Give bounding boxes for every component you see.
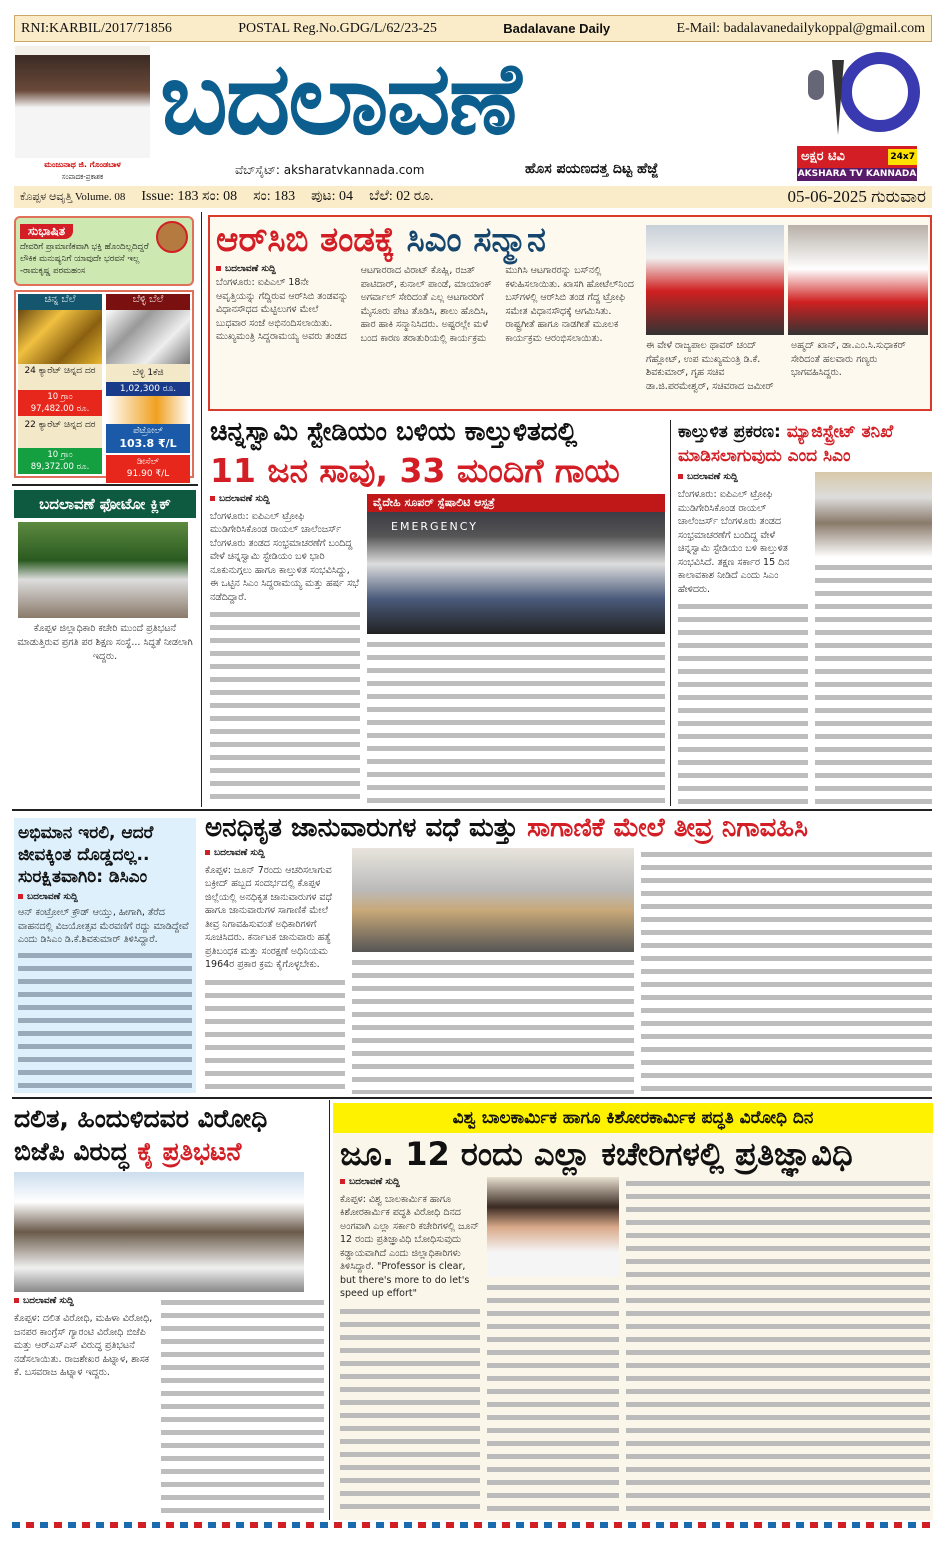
subhashita-title: ಸುಭಾಷಿತ [20,224,73,239]
subhashita-text: ದೇವರಿಗೆ ಪ್ರಾಮಾಣಿಕವಾಗಿ ಭಕ್ತಿ ಹೊಂದಿಲ್ಲದಿದ್ದರೆ ಲೌಕಿಕ ಮನುಷ್ಯನಿಗೆ ಯಾವುದೇ ಭರವಸೆ ಇಲ್ಲ -ರಾಮಕೃಷ್ಣ ಪರಮಹಂಸ [20,242,149,276]
rcb-photo-caption: ಈ ವೇಳೆ ರಾಜ್ಯಪಾಲ ಥಾವರ್ ಚಂದ್ ಗೆಹ್ಲೋಟ್, ಉಪ ಮುಖ್ಯಮಂತ್ರಿ ಡಿ.ಕೆ. ಶಿವಕುಮಾರ್, ಗೃಹ ಸಚಿವ ಡಾ.ಜಿ.ಪರಮೇಶ್ವರ್, ಸಚಿವರಾದ ಜಮೀರ್ ಅಹ್ಮದ್ ಖಾನ್, ಡಾ.ಎಂ.ಸಿ.ಸುಧಾಕರ್ ಸೇರಿದಂತೆ ಹಲವಾರು ಗಣ್ಯರು ಭಾಗವಹಿಸಿದ್ದರು. [646,340,906,392]
magistrate-body-columns [815,561,932,806]
animals-headline: ಅನಧಿಕೃತ ಜಾನುವಾರುಗಳ ವಧೆ ಮತ್ತು ಸಾಗಾಣಿಕೆ ಮೇಲೆ ತೀವ್ರ ನಿಗಾವಹಿಸಿ [205,813,808,843]
gold24-label: 24 ಕ್ಯಾರೆಟ್ ಚಿನ್ನದ ದರ [18,364,102,390]
email: E-Mail: badalavanedailykoppal@gmail.com [676,20,925,36]
childlabour-body-right [626,1177,930,1516]
dcm-body: ಆನ್ ಕಂಟ್ರೋಲ್ ಕ್ರೌಡ್ ಆಯ್ತು, ಹೀಗಾಗಿ, ತೆರೆದ ವಾಹನದಲ್ಲಿ ವಿಜಯೋತ್ಸವ ಮೆರವಣಿಗೆ ರದ್ದು ಮಾಡಿದ್ದೇವೆ ಎಂದು ಡಿಸಿಎಂ ಡಿ.ಕೆ.ಶಿವಕುಮಾರ್ ತಿಳಿಸಿದ್ದಾರೆ. [18,907,189,945]
byline: ಬದಲಾವಣೆ ಸುದ್ದಿ [678,472,808,482]
prices-box [14,290,194,478]
childlabour-body-continued [340,1305,480,1516]
bjp-body: ಕೊಪ್ಪಳ: ದಲಿತ ವಿರೋಧಿ, ಮಹಿಳಾ ವಿರೋಧಿ, ಜನಪರ ಕಾಂಗ್ರೆಸ್ ಗ್ಯಾರಂಟಿ ವಿರೋಧಿ ಬಿಜೆಪಿ ಮತ್ತು ಆರ್‌ಎಸ್‌ಎಸ್ ವಿರುದ್ಧ ಪ್ರತಿಭಟನೆ ನಡೆಸಲಾಯಿತು. ರಾಜಶೇಖರ ಹಿಟ್ನಾಳ, ಶಾಸಕ ಕೆ. ಬಸವರಾಜ ಹಿಟ್ನಾಳ ಇದ್ದರು. [14,1313,153,1378]
byline: ಬದಲಾವಣೆ ಸುದ್ದಿ [205,848,345,858]
hospital-sign: ವೈದೇಹಿ ಸೂಪರ್ ಸ್ಪೆಷಾಲಿಟಿ ಆಸ್ಪತ್ರೆ [367,494,665,512]
tagline: ಹೊಸ ಪಯಣದತ್ತ ದಿಟ್ಟ ಹೆಜ್ಜೆ [525,161,659,177]
gold-image [18,310,102,364]
silver-value: 1,02,300 ರೂ. [106,382,190,396]
pages: ಪುಟ: 04 [311,189,354,204]
rcb-headline-blue: ಸಿಎಂ ಸನ್ಮಾನ [406,220,546,260]
magistrate-story [678,420,932,806]
animals-story [205,814,932,1094]
photo-click-title: ಬದಲಾವಣೆ ಫೋಟೋ ಕ್ಲಿಕ್ [14,490,196,518]
tv-english-name: AKSHARA TV KANNADA [797,169,917,179]
animals-body-continued [205,976,345,1094]
stampede-body-columns [367,638,665,806]
magistrate-body-continued [678,600,808,806]
subhashita-box [14,216,194,286]
byline: ಬದಲಾವಣೆ ಸುದ್ದಿ [14,1296,154,1306]
dcm-headline: ಅಭಿಮಾನ ಇರಲಿ, ಆದರೆ ಜೀವಕ್ಕಿಂತ ದೊಡ್ಡದಲ್ಲ.. ಸುರಕ್ಷಿತವಾಗಿರಿ: ಡಿಸಿಎಂ [18,823,154,887]
diesel-value: 91.90 ₹/L [126,469,170,479]
edition: ಕೊಪ್ಪಳ ಆವೃತ್ತಿ Volume. 08 [20,190,126,203]
stampede-story [210,418,665,806]
childlabour-headline: ಜೂ. 12 ರಂದು ಎಲ್ಲಾ ಕಚೇರಿಗಳಲ್ಲಿ ಪ್ರತಿಜ್ಞಾವಿಧಿ [340,1135,853,1173]
silver-label: ಬೆಳ್ಳಿ 1ಕೆಜಿ [106,364,190,382]
issue-info-bar [14,186,932,208]
photo-click-caption: ಕೊಪ್ಪಳ ಜಿಲ್ಲಾಧಿಕಾರಿ ಕಚೇರಿ ಮುಂದೆ ಪ್ರತಿಭಟನೆ ಮಾಡುತ್ತಿರುವ ಪ್ರಗತಿ ಪರ ಶಿಕ್ಷಣ ಸಂಸ್ಥೆ... ಸಿದ್ಧತೆ ನೀಡಲಾಗಿ ಇದ್ದರು. [17,623,193,662]
stampede-headline-1: ಚಿನ್ನಸ್ವಾಮಿ ಸ್ಟೇಡಿಯಂ ಬಳಿಯ ಕಾಲ್ತುಳಿತದಲ್ಲಿ [210,417,578,447]
rcb-story [208,215,932,411]
tv-name: ಅಕ್ಷರ ಟಿವಿ 24x7 [797,146,917,168]
petrol-value: 103.8 ₹/L [119,437,177,450]
diesel-label: ಡೀಸೆಲ್ [136,457,160,467]
date: 05-06-2025 ಗುರುವಾರ [787,187,926,206]
bjp-headline: ದಲಿತ, ಹಿಂದುಳಿದವರ ವಿರೋಧಿ ಬಿಜೆಪಿ ವಿರುದ್ಧ ಕೈ ಪ್ರತಿಭಟನೆ [14,1104,268,1166]
gold22-value: 89,372.00 ರೂ. [30,462,90,472]
sam: ಸಂ: 183 [253,189,296,204]
childlabour-story [333,1133,933,1520]
bjp-body-columns [161,1296,324,1518]
cm-photo [815,472,932,557]
rcb-headline-red: ಆರ್‌ಸಿಬಿ ತಂಡಕ್ಕೆ [216,220,395,260]
meeting-photo [352,848,634,952]
protest-photo [14,1172,304,1292]
silver-image [106,310,190,364]
byline: ಬದಲಾವಣೆ ಸುದ್ದಿ [210,494,360,504]
editor-name: ಮಂಜುನಾಥ ಜಿ. ಗೊಂಡಬಾಳ [44,160,121,169]
rcb-headline [216,221,640,260]
byline: ಬದಲಾವಣೆ ಸುದ್ದಿ [216,264,351,274]
stampede-body-continued [210,608,360,806]
animals-body: ಕೊಪ್ಪಳ: ಜೂನ್ 7ರಂದು ಆಚರಿಸಲಾಗುವ ಬಕ್ರೀದ್ ಹಬ್ಬದ ಸಂದರ್ಭದಲ್ಲಿ ಕೊಪ್ಪಳ ಜಿಲ್ಲೆಯಲ್ಲಿ ಅನಧಿಕೃತ ಜಾನುವಾರುಗಳ ವಧೆ ಹಾಗೂ ಜಾನುವಾರುಗಳ ಸಾಗಾಣಿಕೆ ಮೇಲೆ ತೀವ್ರ ನಿಗಾವಹಿಸುವಂತೆ ಅಧಿಕಾರಿಗಳಿಗೆ ಸೂಚಿಸಿದರು. ಕರ್ನಾಟಕ ಜಾನುವಾರು ಹತ್ಯೆ ಪ್ರತಿಬಂಧಕ ಮತ್ತು ಸಂರಕ್ಷಣೆ ಅಧಿನಿಯಮ 1964ರ ಪ್ರಕಾರ ಕ್ರಮ ಕೈಗೊಳ್ಳಬೇಕು. [205,864,333,971]
emergency-sign: EMERGENCY [391,519,478,533]
animals-body-right [641,848,932,1094]
price: ಬೆಲೆ: 02 ರೂ. [369,189,434,204]
animals-body-columns [352,956,634,1094]
rcb-photo-2 [788,225,928,335]
magistrate-headline: ಕಾಲ್ತುಳಿತ ಪ್ರಕರಣ: ಮ್ಯಾಜಿಸ್ಟ್ರೇಟ್ ತನಿಖೆ ಮಾಡಿಸಲಾಗುವುದು ಎಂದ ಸಿಎಂ [678,422,894,466]
magistrate-body: ಬೆಂಗಳೂರು: ಐಪಿಎಲ್ ಟ್ರೋಫಿ ಮುಡಿಗೇರಿಸಿಕೊಂಡ ರಾಯಲ್ ಚಾಲೆಂಜರ್ಸ್ ಬೆಂಗಳೂರು ತಂಡದ ಸಂಭ್ರಮಾಚರಣೆಗೆ ಬಂದಿದ್ದ ವೇಳೆ ಚಿನ್ನಸ್ವಾಮಿ ಸ್ಟೇಡಿಯಂ ಬಳಿ ಕಾಲ್ತುಳಿತ ಸಂಭವಿಸಿದೆ. ತಕ್ಷಣ ಸರ್ಕಾರ 15 ದಿನ ಕಾಲಾವಕಾಶ ನೀಡಿದೆ ಎಂದು ಸಿಎಂ ಹೇಳಿದರು. [678,489,790,595]
official-photo [487,1177,619,1277]
gold24-unit: 10 ಗ್ರಾಂ [47,392,73,402]
editor-role: ಸಂಪಾದಕ-ಪ್ರಕಾಶಕ [61,173,104,181]
byline: ಬದಲಾವಣೆ ಸುದ್ದಿ [18,892,192,902]
petrol-pump-image [106,396,190,424]
stampede-photo [367,494,665,634]
rcb-body: ಬೆಂಗಳೂರು: ಐಪಿಎಲ್ 18ನೇ ಆವೃತ್ತಿಯನ್ನು ಗೆದ್ದಿರುವ ಆರ್‌ಸಿಬಿ ತಂಡವನ್ನು ವಿಧಾನಸೌಧದ ಮೆಟ್ಟಿಲುಗಳ ಮೇಲೆ ಬುಧವಾರ ಸಂಜೆ ಅಭಿನಂದಿಸಲಾಯಿತು. ಮುಖ್ಯಮಂತ್ರಿ ಸಿದ್ದರಾಮಯ್ಯ ಅವರು ತಂಡದ ಆಟಗಾರರಾದ ವಿರಾಟ್ ಕೊಹ್ಲಿ, ರಜತ್ ಪಾಟಿದಾರ್, ಕುನಾಲ್ ಪಾಂಡೆ, ಮಾಯಾಂಕ್ ಅಗರ್ವಾಲ್ ಸೇರಿದಂತೆ ಎಲ್ಲ ಆಟಗಾರರಿಗೆ ಮೈಸೂರು ಪೇಟ ತೊಡಿಸಿ, ಶಾಲು ಹೊದಿಸಿ, ಹಾರ ಹಾಕಿ ಸನ್ಮಾನಿಸಿದರು. ಅಷ್ಟರಲ್ಲೇ ಮಳೆ ಬಂದ ಕಾರಣ ತರಾತುರಿಯಲ್ಲಿ ಕಾರ್ಯಕ್ರಮ ಮುಗಿಸಿ ಆಟಗಾರರನ್ನು ಬಸ್‌ನಲ್ಲಿ ಕಳುಹಿಸಲಾಯಿತು. ಖಾಸಗಿ ಹೋಟೆಲ್‌ನಿಂದ ಬಸ್‌ಗಳಲ್ಲಿ ಆರ್‌ಸಿಬಿ ತಂಡ ಗೆದ್ದ ಟ್ರೋಫಿ ಸಮೇತ ವಿಧಾನಸೌಧಕ್ಕೆ ಆಗಮಿಸಿತು. ರಾಷ್ಟ್ರಗೀತೆ ಹಾಗೂ ನಾಡಗೀತೆ ಮೂಲಕ ಕಾರ್ಯಕ್ರಮ ಆರಂಭಿಸಲಾಯಿತು. [216,265,634,344]
rcb-photo-1 [646,225,784,335]
top-info-strip [14,15,932,42]
silver-title: ಬೆಳ್ಳಿ ಬೆಲೆ [106,294,190,310]
postal-reg: POSTAL Reg.No.GDG/L/62/23-25 [238,20,437,36]
footer-decoration [12,1522,932,1528]
stampede-body: ಬೆಂಗಳೂರು: ಐಪಿಎಲ್ ಟ್ರೋಫಿ ಮುಡಿಗೇರಿಸಿಕೊಂಡ ರಾಯಲ್ ಚಾಲೆಂಜರ್ಸ್ ಬೆಂಗಳೂರು ತಂಡದ ಸಂಭ್ರಮಾಚರಣೆಗೆ ಬಂದಿದ್ದ ವೇಳೆ ಚಿನ್ನಸ್ವಾಮಿ ಸ್ಟೇಡಿಯಂ ಬಳಿ ಭಾರಿ ನೂಕುನುಗ್ಗಲು ಹಾಗೂ ಕಾಲ್ತುಳಿತ ಸಂಭವಿಸಿದ್ದು, ಈ ಒಟ್ಟಿನ ಸಿಎಂ ಸಿದ್ದರಾಮಯ್ಯ ಮತ್ತು ಹರ್ಷ ಸಭೆ ನಡೆದಿದ್ದಾರೆ. [210,510,359,603]
childlabour-body: ಕೊಪ್ಪಳ: ವಿಶ್ವ ಬಾಲಕಾರ್ಮಿಕ ಹಾಗೂ ಕಿಶೋರಕಾರ್ಮಿಕ ಪದ್ಧತಿ ವಿರೋಧಿ ದಿನದ ಅಂಗವಾಗಿ ಎಲ್ಲಾ ಸರ್ಕಾರಿ ಕಚೇರಿಗಳಲ್ಲಿ ಜೂನ್ 12 ರಂದು ಪ್ರತಿಜ್ಞಾವಿಧಿ ಬೋಧಿಸುವುದು ಕಡ್ಡಾಯವಾಗಿದೆ ಎಂದು ಜಿಲ್ಲಾಧಿಕಾರಿಗಳು ತಿಳಿಸಿದ್ದಾರೆ. "Professor is clear, but there's more to do let's speed up effort" [340,1193,479,1300]
gold22-unit: 10 ಗ್ರಾಂ [47,450,73,460]
saint-photo [156,221,188,253]
byline: ಬದಲಾವಣೆ ಸುದ್ದಿ [340,1177,480,1187]
website: ವೆಬ್‌ಸೈಟ್: aksharatvkannada.com [235,163,425,177]
bjp-story [14,1102,324,1518]
photo-click-image [18,522,188,618]
gold24-value: 97,482.00 ರೂ. [30,404,90,414]
petrol-label: ಪೆಟ್ರೋಲ್ [133,426,163,436]
childlabour-banner: ವಿಶ್ವ ಬಾಲಕಾರ್ಮಿಕ ಹಾಗೂ ಕಿಶೋರಕಾರ್ಮಿಕ ಪದ್ಧತಿ ವಿರೋಧಿ ದಿನ [333,1103,933,1133]
editor-photo [15,46,150,158]
dcm-body-continued [18,949,192,1090]
childlabour-body-columns [487,1281,619,1516]
tv-logo-icon [800,50,925,140]
rni-number: RNI:KARBIL/2017/71856 [21,20,172,36]
gold-title: ಚಿನ್ನ ಬೆಲೆ [18,294,102,310]
gold22-label: 22 ಕ್ಯಾರೆಟ್ ಚಿನ್ನದ ದರ [18,416,102,448]
dcm-quote-story [14,818,196,1093]
newspaper-logo: ಬದಲಾವಣೆ [160,44,520,154]
issue: Issue: 183 ಸಂ: 08 [141,189,238,204]
stampede-headline-2: 11 ಜನ ಸಾವು, 33 ಮಂದಿಗೆ ಗಾಯ [210,450,620,490]
paper-english-name: Badalavane Daily [503,21,611,36]
